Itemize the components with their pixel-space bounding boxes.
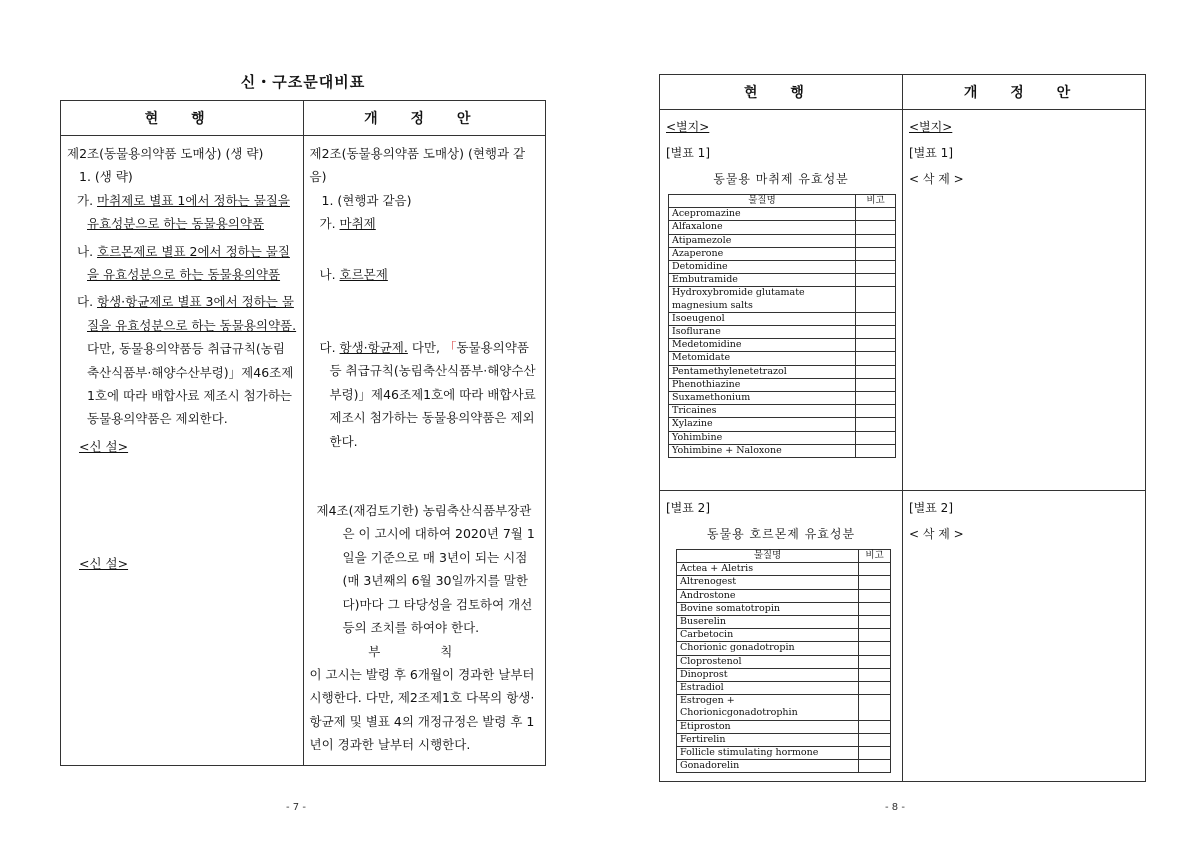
proposed-article-2: [304, 136, 546, 765]
substance-note: [859, 747, 891, 760]
substance-name: Dinoprost: [677, 668, 859, 681]
substance-name: Follicle stimulating hormone: [677, 747, 859, 760]
table-row: [677, 589, 891, 602]
current-article-2: [61, 136, 303, 702]
table-row: [669, 208, 896, 221]
current-new-article-4: <신 설>: [79, 438, 129, 454]
table-row: [677, 747, 891, 760]
proposed-line: 1. (현행과 같음): [321, 192, 412, 208]
substance-name: Xylazine: [669, 418, 856, 431]
header-proposed: 개 정 안: [303, 101, 546, 136]
substance-name: Yohimbine + Naloxone: [669, 444, 856, 457]
proposed-addendum: 이 고시는 발령 후 6개월이 경과한 날부터 시행한다. 다만, 제2조제1호 다목의 항생·항균제 및 별표 4의 개정규정은 발령 후 1년이 경과한 날부터 시행한다.: [309, 666, 535, 753]
proposed-item-na: 나. 호르몬제: [319, 266, 388, 282]
hormone-table: [676, 549, 891, 773]
current-item-da: 다. 항생·항균제로 별표 3에서 정하는 물질을 유효성분으로 하는 동물용의약품. 다만, 동물용의약품등 취급규칙(농림축산식품부·해양수산부령)」제46조제1호에 따라 배합사료 제조시 첨가하는 동물용의약품은 제외한다.: [77, 294, 297, 427]
addendum-heading: 부 칙: [368, 643, 481, 659]
current-new-addendum: <신 설>: [79, 556, 129, 572]
substance-name: Detomidine: [669, 261, 856, 274]
substance-note: [856, 378, 896, 391]
table-row: [669, 378, 896, 391]
table-row: [677, 760, 891, 773]
substance-note: [856, 352, 896, 365]
proposed-item-ga: 가. 마취제: [319, 216, 376, 232]
substance-note: [856, 418, 896, 431]
substance-note: [859, 733, 891, 746]
substance-name: Carbetocin: [677, 629, 859, 642]
table-row: [669, 392, 896, 405]
substance-name: Chorionic gonadotropin: [677, 642, 859, 655]
table-row: [669, 312, 896, 325]
substance-note: [859, 760, 891, 773]
substance-note: [856, 208, 896, 221]
substance-name: Etiproston: [677, 720, 859, 733]
substance-note: [859, 642, 891, 655]
substance-name: Androstone: [677, 589, 859, 602]
table-row: [677, 629, 891, 642]
page-7: [60, 72, 546, 766]
substance-name: Cloprostenol: [677, 655, 859, 668]
substance-note: [859, 668, 891, 681]
substance-note: [856, 326, 896, 339]
table-row: [677, 602, 891, 615]
proposed-article-4: 제4조(재검토기한) 농림축산식품부장관은 이 고시에 대하여 2020년 7월 1일을 기준으로 매 3년이 되는 시점(매 3년째의 6월 30일까지를 말한다)마다 그 타당성을 검토하여 개선 등의 조치를 하여야 한다.: [316, 503, 535, 636]
document-title: 신・구조문대비표: [240, 73, 366, 91]
annex-1-title: 동물용 마취제 유효성분: [713, 172, 849, 186]
substance-note: [859, 589, 891, 602]
annex-2-title: 동물용 호르몬제 유효성분: [706, 527, 856, 541]
current-annex-2: [660, 491, 902, 781]
table-row: [677, 563, 891, 576]
current-item-ga: 가. 마취제로 별표 1에서 정하는 물질을 유효성분으로 하는 동물용의약품: [77, 192, 290, 232]
substance-note: [856, 247, 896, 260]
substance-note: [856, 339, 896, 352]
substance-name: Suxamethonium: [669, 392, 856, 405]
table-row: [677, 655, 891, 668]
header-current: 현 행: [660, 75, 903, 110]
table-row: [677, 642, 891, 655]
substance-name: Tricaines: [669, 405, 856, 418]
substance-name: Yohimbine: [669, 431, 856, 444]
table-row: [669, 221, 896, 234]
substance-note: [856, 221, 896, 234]
substance-note: [856, 234, 896, 247]
substance-name: Buserelin: [677, 616, 859, 629]
byeolji-label: <별지>: [909, 120, 953, 134]
page-number-8: - 8 -: [885, 802, 905, 813]
substance-note: [856, 274, 896, 287]
substance-note: [859, 682, 891, 695]
substance-name: Isoflurane: [669, 326, 856, 339]
substance-note: [856, 365, 896, 378]
proposed-annex-1: [903, 110, 1145, 204]
table-row: [669, 444, 896, 457]
substance-note: [856, 405, 896, 418]
annex-1-label: [별표 1]: [909, 146, 953, 160]
substance-name: Azaperone: [669, 247, 856, 260]
table-row: [669, 352, 896, 365]
annex-2-label: [별표 2]: [666, 501, 710, 515]
table-row: [677, 616, 891, 629]
annex-1-label: [별표 1]: [666, 146, 710, 160]
annex-1-delete: < 삭 제 >: [909, 172, 964, 186]
substance-note: [859, 602, 891, 615]
comparison-table: [60, 100, 546, 766]
annex-comparison-table: [659, 74, 1146, 782]
table-row: [669, 326, 896, 339]
substance-name: Estrogen + Chorionicgonadotrophin: [677, 695, 859, 720]
substance-name: Bovine somatotropin: [677, 602, 859, 615]
annex-2-label: [별표 2]: [909, 501, 953, 515]
substance-name: Phenothiazine: [669, 378, 856, 391]
substance-note: [856, 431, 896, 444]
substance-name: Estradiol: [677, 682, 859, 695]
current-line: 제2조(동물용의약품 도매상) (생 략): [67, 146, 264, 161]
substance-name: Acepromazine: [669, 208, 856, 221]
page-8: [659, 74, 1146, 782]
substance-note: [859, 616, 891, 629]
substance-name: Pentamethylenetetrazol: [669, 365, 856, 378]
substance-name: Altrenogest: [677, 576, 859, 589]
substance-name: Fertirelin: [677, 733, 859, 746]
substance-name: Embutramide: [669, 274, 856, 287]
table-row: [669, 405, 896, 418]
anesthetic-table: [668, 194, 896, 458]
table-row: [669, 261, 896, 274]
substance-note: [859, 629, 891, 642]
proposed-line: 제2조(동물용의약품 도매상) (현행과 같음): [309, 146, 526, 185]
col-substance: 물질명: [669, 195, 856, 208]
substance-name: Alfaxalone: [669, 221, 856, 234]
substance-name: Atipamezole: [669, 234, 856, 247]
substance-name: Medetomidine: [669, 339, 856, 352]
table-row: [669, 339, 896, 352]
proposed-item-da: 다. 항생·항균제. 다만, 「동물용의약품등 취급규칙(농림축산식품부·해양수산부령)」제46조제1호에 따라 배합사료 제조시 첨가하는 동물용의약품은 제외한다.: [319, 340, 536, 449]
substance-note: [859, 720, 891, 733]
table-row: [677, 668, 891, 681]
substance-note: [859, 563, 891, 576]
substance-note: [859, 655, 891, 668]
col-note: 비고: [856, 195, 896, 208]
table-row: [677, 720, 891, 733]
substance-note: [856, 261, 896, 274]
substance-note: [856, 444, 896, 457]
substance-note: [856, 312, 896, 325]
substance-note: [859, 576, 891, 589]
table-row: [669, 431, 896, 444]
table-row: [669, 234, 896, 247]
substance-name: Hydroxybromide glutamate magnesium salts: [669, 287, 856, 312]
substance-name: Gonadorelin: [677, 760, 859, 773]
substance-note: [859, 695, 891, 720]
header-current: 현 행: [61, 101, 304, 136]
col-note: 비고: [859, 550, 891, 563]
substance-note: [856, 392, 896, 405]
table-row: [677, 576, 891, 589]
table-row: [677, 682, 891, 695]
page-number-7: - 7 -: [286, 802, 306, 813]
table-row: [677, 733, 891, 746]
table-row: [669, 418, 896, 431]
current-item-na: 나. 호르몬제로 별표 2에서 정하는 물질을 유효성분으로 하는 동물용의약품: [77, 243, 290, 283]
substance-name: Actea + Aletris: [677, 563, 859, 576]
col-substance: 물질명: [677, 550, 859, 563]
substance-name: Isoeugenol: [669, 312, 856, 325]
proposed-annex-2: [903, 491, 1145, 559]
current-annex-1: [660, 110, 902, 466]
table-row: [669, 287, 896, 312]
table-row: [677, 695, 891, 720]
substance-note: [856, 287, 896, 312]
byeolji-label: <별지>: [666, 120, 710, 134]
table-row: [669, 247, 896, 260]
header-proposed: 개 정 안: [903, 75, 1146, 110]
table-row: [669, 365, 896, 378]
annex-2-delete: < 삭 제 >: [909, 527, 964, 541]
current-line: 1. (생 략): [79, 169, 133, 185]
substance-name: Metomidate: [669, 352, 856, 365]
table-row: [669, 274, 896, 287]
